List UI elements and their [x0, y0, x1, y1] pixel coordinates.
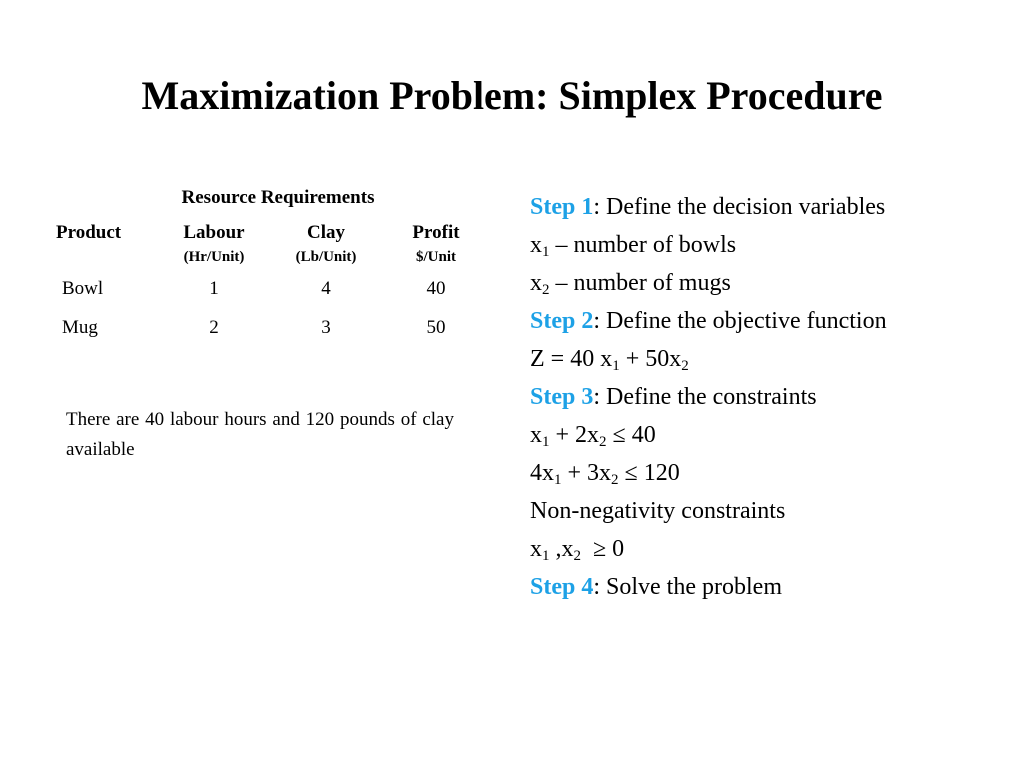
slide-title: Maximization Problem: Simplex Procedure	[141, 73, 883, 118]
non-negativity-label: Non-negativity constraints	[530, 498, 786, 524]
header-profit	[382, 220, 490, 268]
objective-part: Z = 40 x	[530, 346, 613, 372]
constraint-part: ≤ 120	[618, 460, 680, 486]
constraint-labour	[530, 420, 962, 450]
constraint-subscript: 1	[542, 434, 550, 450]
var-description: – number of bowls	[549, 232, 737, 258]
constraint-part: ≤ 40	[606, 422, 656, 448]
table-row	[56, 268, 490, 310]
constraint-part: + 3x	[561, 460, 612, 486]
table-cell: Mug	[62, 317, 98, 338]
constraint-part: ≥ 0	[581, 536, 625, 562]
constraint-part: x	[530, 422, 542, 448]
table-cell: 4	[321, 278, 331, 299]
header-label: Labour	[183, 222, 245, 243]
step-2-label: Step 2	[530, 308, 594, 334]
step-2-text: : Define the objective function	[593, 308, 887, 334]
constraint-subscript: 1	[554, 472, 562, 488]
step-3-text: : Define the constraints	[593, 384, 817, 410]
step-1-line	[530, 192, 962, 222]
step-3-label: Step 3	[530, 384, 594, 410]
constraint-part: + 2x	[549, 422, 600, 448]
procedure-steps	[530, 192, 962, 610]
objective-subscript: 1	[612, 358, 620, 374]
header-label: Product	[56, 222, 122, 243]
objective-function	[530, 344, 962, 374]
header-product	[56, 220, 158, 268]
step-4-text: : Solve the problem	[593, 574, 782, 600]
step-1-text: : Define the decision variables	[593, 194, 886, 220]
table-cell: 3	[321, 317, 331, 338]
table-cell: 40	[426, 278, 446, 299]
constraint-part: 4x	[530, 460, 554, 486]
header-labour	[158, 220, 270, 268]
variable-x2-line	[530, 268, 962, 298]
header-clay	[270, 220, 382, 268]
variable-x1-line	[530, 230, 962, 260]
resource-requirements-table	[56, 220, 490, 346]
var-subscript: 2	[542, 282, 550, 298]
table-caption: Resource Requirements	[181, 187, 375, 208]
step-3-line	[530, 382, 962, 412]
table-header-row	[56, 220, 490, 268]
header-label: Profit	[412, 222, 460, 243]
table-cell: Bowl	[62, 278, 104, 299]
table-cell: 2	[209, 317, 219, 338]
objective-subscript: 2	[681, 358, 689, 374]
constraint-subscript: 2	[611, 472, 619, 488]
var-symbol: x	[530, 232, 542, 258]
table-row	[56, 310, 490, 346]
table-cell: 1	[209, 278, 219, 299]
var-description: – number of mugs	[549, 270, 731, 296]
table-cell: 50	[426, 317, 446, 338]
header-unit: $/Unit	[415, 249, 456, 265]
step-4-label: Step 4	[530, 574, 594, 600]
step-4-line	[530, 572, 962, 602]
header-label: Clay	[307, 222, 345, 243]
non-negativity-constraint	[530, 534, 962, 564]
constraint-subscript: 2	[573, 548, 581, 564]
var-symbol: x	[530, 270, 542, 296]
availability-note: There are 40 labour hours and 120 pounds of clay available	[66, 409, 454, 460]
objective-part: + 50x	[619, 346, 682, 372]
constraint-part: ,x	[549, 536, 574, 562]
resource-table-panel	[56, 182, 490, 346]
constraint-subscript: 2	[599, 434, 607, 450]
constraint-subscript: 1	[542, 548, 550, 564]
header-unit: (Lb/Unit)	[295, 249, 357, 265]
step-1-label: Step 1	[530, 194, 594, 220]
constraint-clay	[530, 458, 962, 488]
constraint-part: x	[530, 536, 542, 562]
var-subscript: 1	[542, 244, 550, 260]
step-2-line	[530, 306, 962, 336]
header-unit: (Hr/Unit)	[183, 249, 245, 265]
